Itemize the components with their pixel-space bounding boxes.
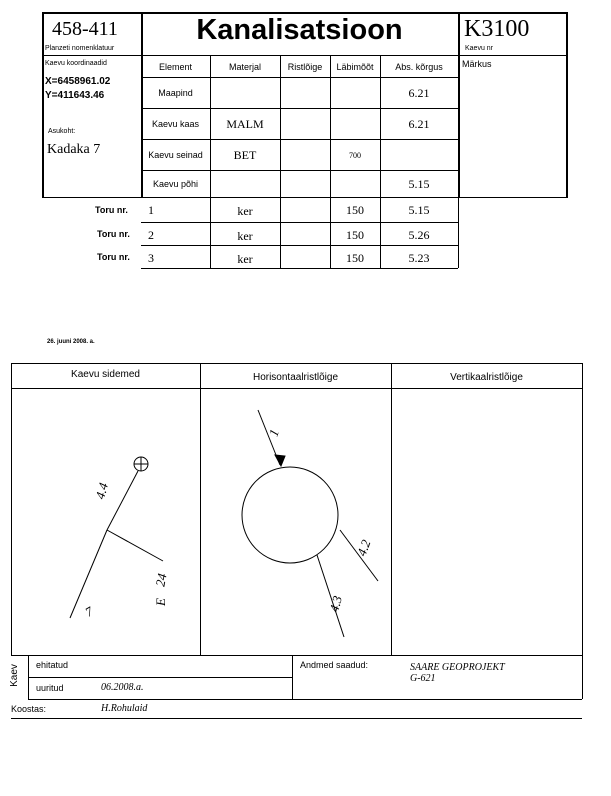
col-header-diameter: Läbimõõt (336, 62, 374, 72)
pipe-row-label: Toru nr. (95, 205, 128, 215)
pipe-height: 5.23 (408, 251, 430, 265)
pipe-height: 5.15 (408, 203, 430, 217)
sketch-label: 24 (152, 572, 170, 588)
row-abs-height: 6.21 (408, 86, 430, 100)
arrow-icon (275, 455, 285, 466)
sketch-label: 1 (265, 427, 282, 439)
footer-line (11, 718, 582, 719)
pipe-height: 5.26 (408, 228, 430, 242)
row-element-label: Maapind (158, 88, 193, 98)
row-material: MALM (226, 117, 264, 131)
page-title: Kanalisatsioon (196, 14, 403, 46)
pipe-row-label: Toru nr. (97, 252, 130, 262)
row-element-label: Kaevu põhi (152, 179, 199, 189)
col-header-element: Element (158, 62, 193, 72)
compiler-value: H.Rohulaid (101, 703, 148, 714)
pipe-row-label: Toru nr. (97, 229, 130, 239)
row-element-label: Kaevu seinad (148, 150, 203, 160)
well-outline (242, 467, 338, 563)
sketch-label: 4.3 (326, 594, 345, 614)
row-material: BET (233, 148, 257, 162)
footer-line (28, 677, 292, 678)
data-source-value: SAARE GEOPROJEKT (410, 662, 505, 673)
footer-line (28, 699, 582, 700)
location-caption: Asukoht: (48, 128, 76, 135)
pipe-diameter: 150 (346, 251, 364, 265)
pipe-number: 2 (148, 228, 154, 242)
well-side-label: Kaev (8, 664, 20, 687)
footer-line (28, 655, 29, 699)
row-diameter: 700 (349, 151, 361, 160)
col-header-cross-section: Ristlõige (287, 62, 323, 72)
pipe-number: 1 (148, 203, 154, 217)
map-number-caption: Planzeti nomenklatuur (45, 45, 115, 52)
pipe-number: 3 (148, 251, 154, 265)
data-source-label: Andmed saadud: (300, 660, 369, 670)
well-number: K3100 (464, 16, 530, 42)
coordinates-caption: Kaevu koordinaadid (45, 60, 107, 67)
footer-line (292, 655, 293, 699)
pipe-material: ker (237, 204, 253, 218)
coordinate-x: X=6458961.02 (45, 76, 111, 87)
compiler-label: Koostas: (11, 704, 47, 714)
well-number-caption: Kaevu nr (465, 45, 494, 52)
footer-line (582, 655, 583, 699)
data-source-code: G-621 (410, 673, 436, 684)
coordinate-y: Y=411643.46 (45, 90, 105, 101)
sketch-label: 4.4 (92, 481, 111, 501)
col-header-notes: Märkus (462, 59, 492, 69)
row-abs-height: 5.15 (408, 177, 430, 191)
surveyed-value: 06.2008.a. (101, 682, 144, 693)
col-header-material: Materjal (228, 62, 261, 72)
sketch-label: E (152, 598, 168, 606)
pipe-diameter: 150 (346, 228, 364, 242)
row-element-label: Kaevu kaas (151, 119, 200, 129)
pipe-material: ker (237, 252, 253, 266)
pipe-diameter: 150 (346, 203, 364, 217)
built-label: ehitatud (36, 660, 69, 670)
panel-title-horizontal: Horisontaalristlõige (252, 372, 339, 383)
col-header-abs-height: Abs. kõrgus (395, 62, 443, 72)
panel-title-connections: Kaevu sidemed (71, 369, 140, 380)
map-number: 458-411 (52, 18, 118, 40)
sketch-label: 7 (82, 603, 96, 620)
row-abs-height: 6.21 (408, 117, 430, 131)
surveyed-label: uuritud (36, 683, 64, 693)
panel-title-vertical: Vertikaalristlõige (450, 372, 523, 383)
location-value: Kadaka 7 (47, 142, 101, 157)
pipe-material: ker (237, 229, 253, 243)
date-line: 26. juuni 2008. a. (47, 339, 95, 345)
sketch-label: 4.2 (353, 537, 374, 559)
